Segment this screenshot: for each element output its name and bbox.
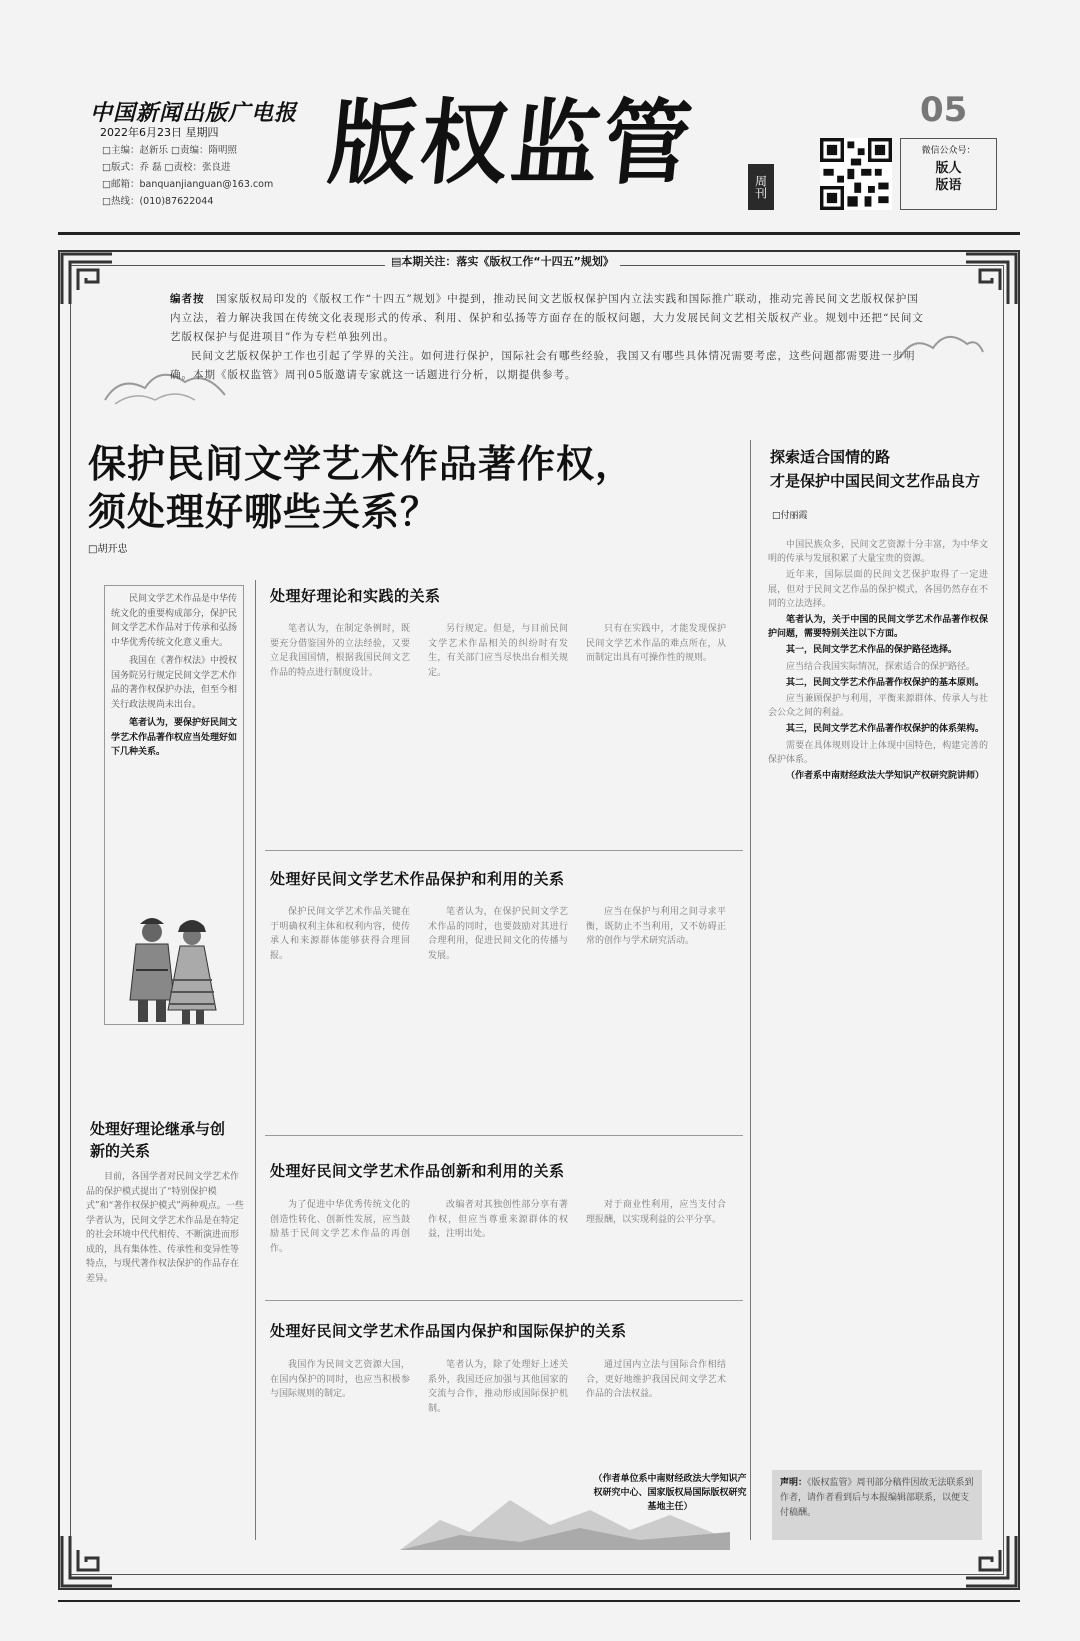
section-rule: [265, 1135, 743, 1136]
credit-line: □热线：(010)87622044: [102, 196, 214, 207]
side-title-line: 探索适合国情的路: [770, 448, 891, 466]
bottom-rule: [58, 1600, 1020, 1602]
section-paragraph: 笔者认为，在制定条例时，既要充分借鉴国外的立法经验，又要立足我国国情，根据我国民间文艺作品的特点进行制度设计。: [270, 624, 410, 678]
side-point-heading: 其三，民间文学艺术作品著作权保护的体系架构。: [786, 724, 985, 735]
side-point-heading: 其一，民间文学艺术作品的保护路径选择。: [786, 645, 958, 656]
main-byline: □胡开忠: [88, 544, 128, 555]
left-subheading: 处理好理论继承与创新的关系: [90, 1120, 226, 1160]
side-title-line: 才是保护中国民间文艺作品良方: [770, 472, 981, 490]
section-heading: 处理好民间文学艺术作品保护和利用的关系: [270, 870, 565, 888]
issue-date: 2022年6月23日 星期四: [100, 126, 219, 139]
section-paragraph: 另行规定。但是，与目前民间文学艺术作品相关的纠纷时有发生，有关部门应当尽快出台相关规定。: [428, 624, 568, 678]
page-number: 05: [920, 90, 968, 130]
side-article-title: [770, 445, 980, 493]
corner-ornament-icon: [962, 1532, 1020, 1590]
headline-line: 须处理好哪些关系？: [88, 489, 440, 534]
section-column: [270, 1198, 410, 1256]
section-column: [586, 622, 726, 666]
column-rule: [750, 440, 751, 1540]
main-author-note: （作者单位系中南财经政法大学知识产权研究中心、国家版权局国际版权研究基地主任）: [593, 1474, 747, 1512]
wechat-name: 版人 版语: [935, 161, 962, 193]
side-article-body: [768, 538, 988, 785]
section-paragraph: 改编者对其独创性部分享有著作权，但应当尊重来源群体的权益，注明出处。: [428, 1200, 568, 1240]
issue-focus-banner: ▤本期关注：落实《版权工作“十四五”规划》: [385, 253, 620, 269]
headline-line: 保护民间文学艺术作品著作权，: [88, 441, 635, 486]
qr-code-icon: [820, 138, 892, 210]
wechat-label: 微信公众号：: [921, 146, 976, 156]
section-column: [586, 905, 726, 949]
side-paragraph: 中国民族众多，民间文艺资源十分丰富，为中华文明的传承与发展积累了大量宝贵的资源。: [768, 540, 988, 565]
masthead: [60, 88, 1020, 228]
section-column: [428, 905, 568, 963]
section-column: [586, 1198, 726, 1227]
side-article-byline: □付丽霞: [772, 511, 808, 521]
section-paragraph: 只有在实践中，才能发现保护民间文学艺术作品的难点所在，从而制定出具有可操作性的规则。: [586, 624, 726, 664]
editor-note-label: 编者按: [170, 293, 205, 305]
masthead-rule: [58, 232, 1020, 235]
editor-note-p1: [170, 290, 930, 347]
lead-paragraph: 我国在《著作权法》中授权国务院另行规定民间文学艺术作品的著作权保护办法，但至今相关行政法规尚未出台。: [111, 656, 238, 710]
section-paragraph: 对于商业性利用，应当支付合理报酬，以实现利益的公平分享。: [586, 1200, 726, 1225]
section-title: 版权监管: [324, 89, 700, 197]
credit-line: □邮箱：banquanjianguan@163.com: [102, 179, 274, 190]
folk-costume-illustration-icon: [112, 910, 230, 1030]
side-bold-paragraph: 笔者认为，关于中国的民间文学艺术作品著作权保护问题，需要特别关注以下方面。: [768, 615, 988, 640]
paper-name: 中国新闻出版广电报: [90, 100, 298, 126]
side-paragraph: 应当结合我国实际情况，探索适合的保护路径。: [786, 661, 976, 672]
credit-line: □版式：乔 磊 □责校：张良进: [102, 162, 231, 173]
section-column: [270, 1358, 410, 1402]
section-paragraph: 应当在保护与利用之间寻求平衡，既防止不当利用，又不妨碍正常的创作与学术研究活动。: [586, 907, 726, 947]
statement-text: 《版权监管》周刊部分稿件因故无法联系到作者，请作者看到后与本报编辑部联系，以便支付稿酬。: [780, 1478, 974, 1518]
column-rule: [255, 580, 256, 1540]
corner-ornament-icon: [58, 1532, 116, 1590]
main-headline: [88, 440, 634, 536]
section-column: [428, 622, 568, 680]
left-body-paragraph: 目前，各国学者对民间文学艺术作品的保护模式提出了“特别保护模式”和“著作权保护模式”两种观点。一些学者认为，民间文学艺术作品是在特定的社会环境中代代相传、不断演进而形成的，具有集体性、传承性和变异性等特点，与现代著作权法保护的作品存在差异。: [86, 1172, 244, 1284]
section-paragraph: 我国作为民间文艺资源大国，在国内保护的同时，也应当积极参与国际规则的制定。: [270, 1360, 410, 1400]
editor-note-text: 国家版权局印发的《版权工作“十四五”规划》中提到，推动民间文艺版权保护国内立法实践和国际推广联动，推动完善民间文艺版权保护国内立法，着力解决我国在传统文化表现形式的传承、利用、保护和弘扬等方面存在的版权问题，大力发展民间文艺相关版权产业。规划中还把“民间文艺版权保护与促进项目”作为专栏单独列出。: [170, 293, 924, 343]
section-column: [270, 622, 410, 680]
section-paragraph: 笔者认为，除了处理好上述关系外，我国还应加强与其他国家的交流与合作，推动形成国际保护机制。: [428, 1360, 568, 1414]
editor-note-p2: 民间文艺版权保护工作也引起了学界的关注。如何进行保护，国际社会有哪些经验，我国又有哪些具体情况需要考虑，这些问题都需要进一步明确。本期《版权监管》周刊05版邀请专家就这一话题进行分析，以期提供参考。: [170, 350, 916, 381]
corner-ornament-icon: [962, 250, 1020, 308]
section-heading: 处理好理论和实践的关系: [270, 587, 441, 605]
copyright-statement: [772, 1470, 982, 1540]
section-paragraph: 笔者认为，在保护民间文学艺术作品的同时，也要鼓励对其进行合理利用，促进民间文化的传播与发展。: [428, 907, 568, 961]
section-column: [428, 1358, 568, 1416]
corner-ornament-icon: [58, 250, 116, 308]
lead-paragraph: 民间文学艺术作品是中华传统文化的重要构成部分，保护民间文学艺术作品对于传承和弘扬中华优秀传统文化意义重大。: [111, 594, 238, 648]
statement-label: 声明：: [780, 1478, 808, 1488]
section-heading: 处理好民间文学艺术作品创新和利用的关系: [270, 1162, 565, 1180]
section-column: [428, 1198, 568, 1242]
section-rule: [265, 850, 743, 851]
section-column: [270, 905, 410, 963]
credit-line: □主编：赵新乐 □责编：隋明照: [102, 145, 237, 156]
side-point-heading: 其二，民间文学艺术作品著作权保护的基本原则。: [786, 677, 985, 688]
side-paragraph: 需要在具体规则设计上体现中国特色，构建完善的保护体系。: [768, 740, 988, 765]
section-heading: 处理好民间文学艺术作品国内保护和国际保护的关系: [270, 1322, 627, 1340]
wechat-box: [900, 138, 997, 210]
section-paragraph: 保护民间文学艺术作品关键在于明确权利主体和权利内容，使传承人和来源群体能够获得合理回报。: [270, 907, 410, 961]
section-paragraph: 通过国内立法与国际合作相结合，更好地维护我国民间文学艺术作品的合法权益。: [586, 1360, 726, 1400]
left-body-text: [86, 1170, 244, 1289]
editor-note: [170, 290, 930, 385]
side-author-note: （作者系中南财经政法大学知识产权研究院讲师）: [786, 771, 985, 782]
section-paragraph: 为了促进中华优秀传统文化的创造性转化、创新性发展，应当鼓励基于民间文学艺术作品的再创作。: [270, 1200, 410, 1254]
section-column: [586, 1358, 726, 1402]
side-paragraph: 近年来，国际层面的民间文艺保护取得了一定进展，但对于民间文艺作品的保护模式，各国仍然存在不同的立法选择。: [768, 570, 988, 609]
weekly-tag: 周刊: [748, 164, 774, 210]
credits: [102, 142, 273, 210]
side-paragraph: 应当兼顾保护与利用，平衡来源群体、传承人与社会公众之间的利益。: [768, 694, 988, 719]
lead-bold-paragraph: 笔者认为，要保护好民间文学艺术作品著作权应当处理好如下几种关系。: [111, 718, 238, 757]
section-rule: [265, 1300, 743, 1301]
